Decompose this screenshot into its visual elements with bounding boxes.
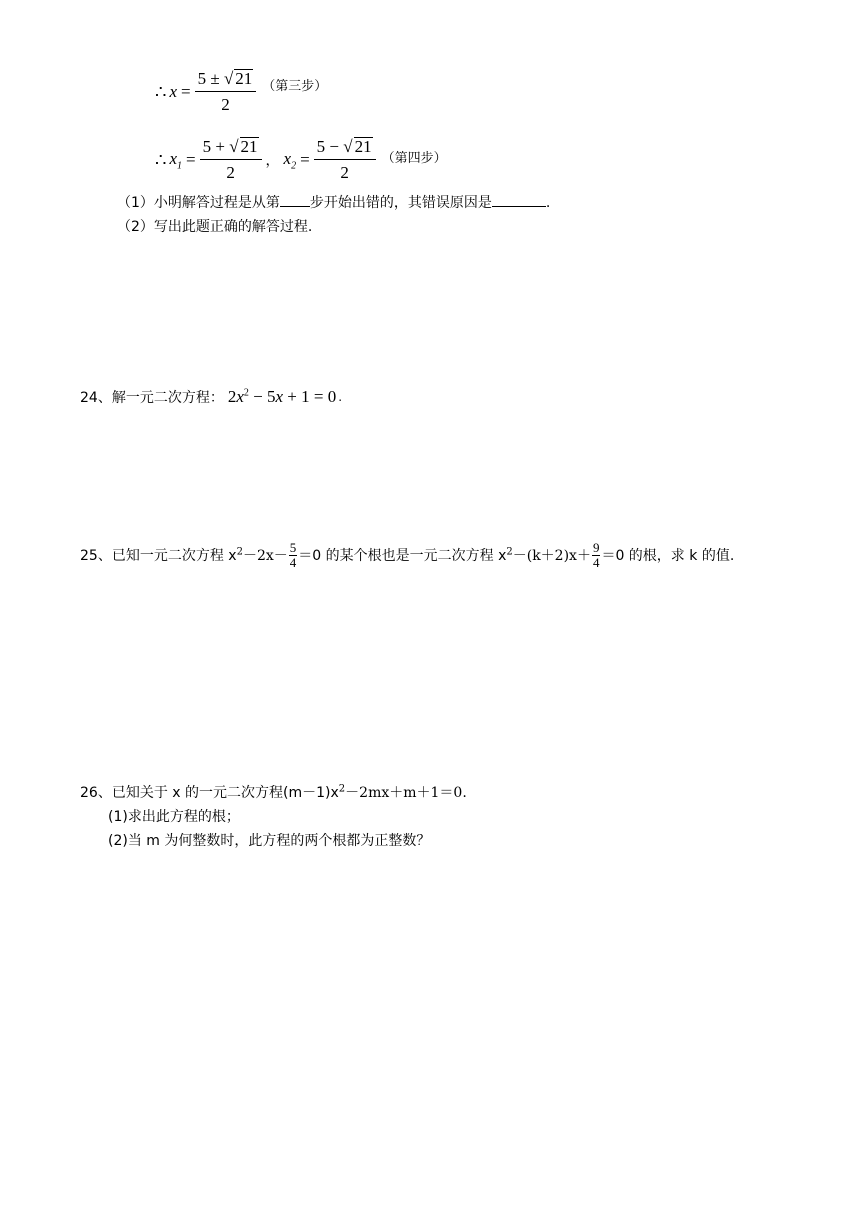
therefore-symbol: ∴ [155,81,167,103]
variable-x: x [169,82,177,101]
question-text-b: －2mx＋m＋1＝0. [345,785,467,801]
question-24 [80,384,342,410]
step-blank[interactable] [280,193,310,207]
q26-sub2: (2)当 m 为何整数时，此方程的两个根都为正整数？ [108,833,431,849]
sub-text-end: . [545,195,551,211]
x1-numerator-prefix: 5 + [202,136,225,156]
comma: ， [265,153,280,169]
x2-radicand: 21 [354,136,372,156]
text-a: 已知一元二次方程 $x^2$ [111,546,243,564]
reason-blank[interactable] [492,193,546,207]
equals-sign: = [181,82,191,101]
x2-fraction: $\frac{5 - √ 21}{2}$ [314,135,376,186]
variable-x1: $x_1$ [169,148,182,172]
step-label: （第四步） [381,150,447,166]
therefore-symbol: ∴ [155,149,167,171]
question-text: 解一元二次方程： [111,390,224,406]
question-number: 24、 [80,390,112,406]
step3-equation [155,66,327,118]
sub-text: 写出此题正确的解答过程. [153,219,313,235]
fraction-9-4: 9 4 [592,539,600,570]
x1-radicand: 21 [240,136,258,156]
text-e: ＝0 的根，求 k 的值. [601,548,735,564]
fraction-5-4: 5 4 [289,539,297,570]
x2-numerator-prefix: 5 − [316,136,340,156]
question-26 [80,782,467,802]
step-label: （第三步） [262,78,328,94]
denominator: 2 [221,94,230,114]
equals-sign: = [186,150,196,169]
x1-fraction: $\frac{5 + √ 21}{2}$ [200,135,262,186]
q23-sub2 [117,216,312,236]
text-c: ＝0 的某个根也是一元二次方程 $x^2$ [298,546,513,564]
sub-number: （2） [117,219,154,235]
question-text-a: 已知关于 x 的一元二次方程(m－1)x [111,785,339,801]
text-b: －2x－ [242,548,288,564]
q26-sub1: (1)求出此方程的根； [108,809,240,825]
variable-x2: $x_2$ [283,148,297,172]
equation: $2x^2 - 5x + 1 = 0$ [227,387,337,406]
exponent: 2 [338,783,346,795]
step4-equation [155,134,447,186]
end-mark: . [338,390,343,404]
sub-number: （1） [117,195,154,211]
question-number: 25、 [80,548,112,564]
radicand: 21 [235,68,253,88]
sub-text-b: 步开始出错的，其错误原因是 [309,195,492,211]
text-d: －(k＋2)x＋ [512,548,591,564]
solution-fraction: $\frac{5 \pm √ 21}{2}$ [195,67,257,118]
numerator-prefix: 5 ± [197,68,220,88]
sub-text-a: 小明解答过程是从第 [153,195,280,211]
q23-sub1 [117,192,550,212]
question-25 [80,535,734,575]
equals-sign: = [300,150,310,169]
question-number: 26、 [80,785,112,801]
x2-denominator: 2 [340,162,349,182]
x1-denominator: 2 [226,162,235,182]
